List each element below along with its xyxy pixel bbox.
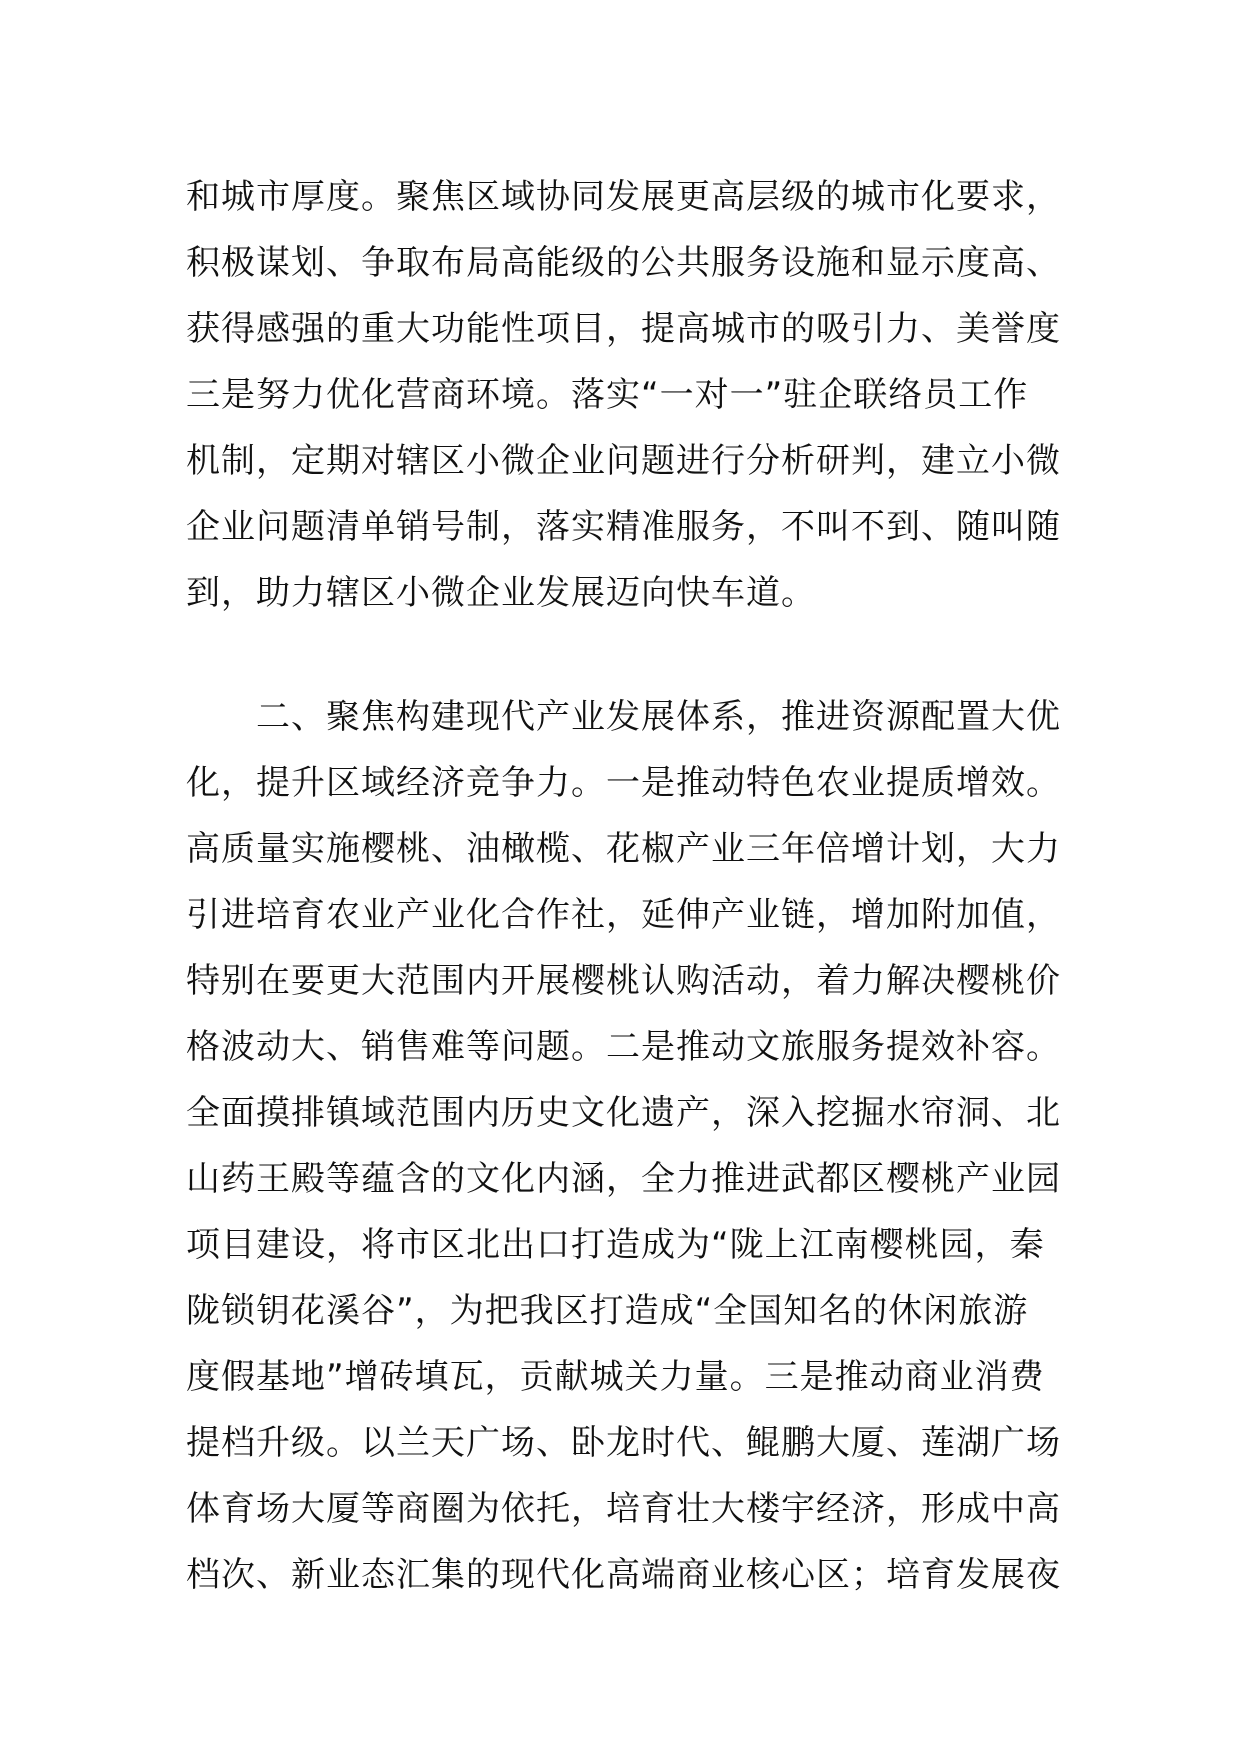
paragraph-line: 全面摸排镇域范围内历史文化遗产，深入挖掘水帘洞、北 [186,1093,1061,1133]
paragraph-line: 格波动大、销售难等问题。二是推动文旅服务提效补容。 [186,1027,1061,1067]
paragraph-line: 陇锁钥花溪谷”，为把我区打造成“全国知名的休闲旅游 [186,1291,1029,1331]
paragraph-line: 企业问题清单销号制，落实精准服务，不叫不到、随叫随 [186,507,1061,547]
paragraph-line: 二、聚焦构建现代产业发展体系，推进资源配置大优 [256,697,1061,737]
paragraph-line: 到，助力辖区小微企业发展迈向快车道。 [186,573,816,613]
paragraph-line: 项目建设，将市区北出口打造成为“陇上江南樱桃园，秦 [186,1225,1045,1265]
paragraph-2 [186,684,1066,1608]
paragraph-line: 获得感强的重大功能性项目，提高城市的吸引力、美誉度 [186,309,1061,349]
paragraph-line: 度假基地”增砖填瓦，贡献城关力量。三是推动商业消费 [186,1357,1045,1397]
paragraph-line: 高质量实施樱桃、油橄榄、花椒产业三年倍增计划，大力 [186,829,1061,869]
paragraph-line: 提档升级。以兰天广场、卧龙时代、鲲鹏大厦、莲湖广场 [186,1423,1061,1463]
paragraph-line: 引进培育农业产业化合作社，延伸产业链，增加附加值， [186,895,1061,935]
paragraph-line: 化，提升区域经济竞争力。一是推动特色农业提质增效。 [186,763,1061,803]
paragraph-line: 和城市厚度。聚焦区域协同发展更高层级的城市化要求， [186,177,1061,217]
paragraph-line: 档次、新业态汇集的现代化高端商业核心区；培育发展夜 [186,1555,1061,1595]
paragraph-line: 机制，定期对辖区小微企业问题进行分析研判，建立小微 [186,441,1061,481]
paragraph-line: 体育场大厦等商圈为依托，培育壮大楼宇经济，形成中高 [186,1489,1061,1529]
paragraph-line: 三是努力优化营商环境。落实“一对一”驻企联络员工作 [186,375,1029,415]
paragraph-line: 山药王殿等蕴含的文化内涵，全力推进武都区樱桃产业园 [186,1159,1061,1199]
paragraph-line: 特别在要更大范围内开展樱桃认购活动，着力解决樱桃价 [186,961,1061,1001]
paragraph-1 [186,164,1066,626]
paragraph-line: 积极谋划、争取布局高能级的公共服务设施和显示度高、 [186,243,1061,283]
